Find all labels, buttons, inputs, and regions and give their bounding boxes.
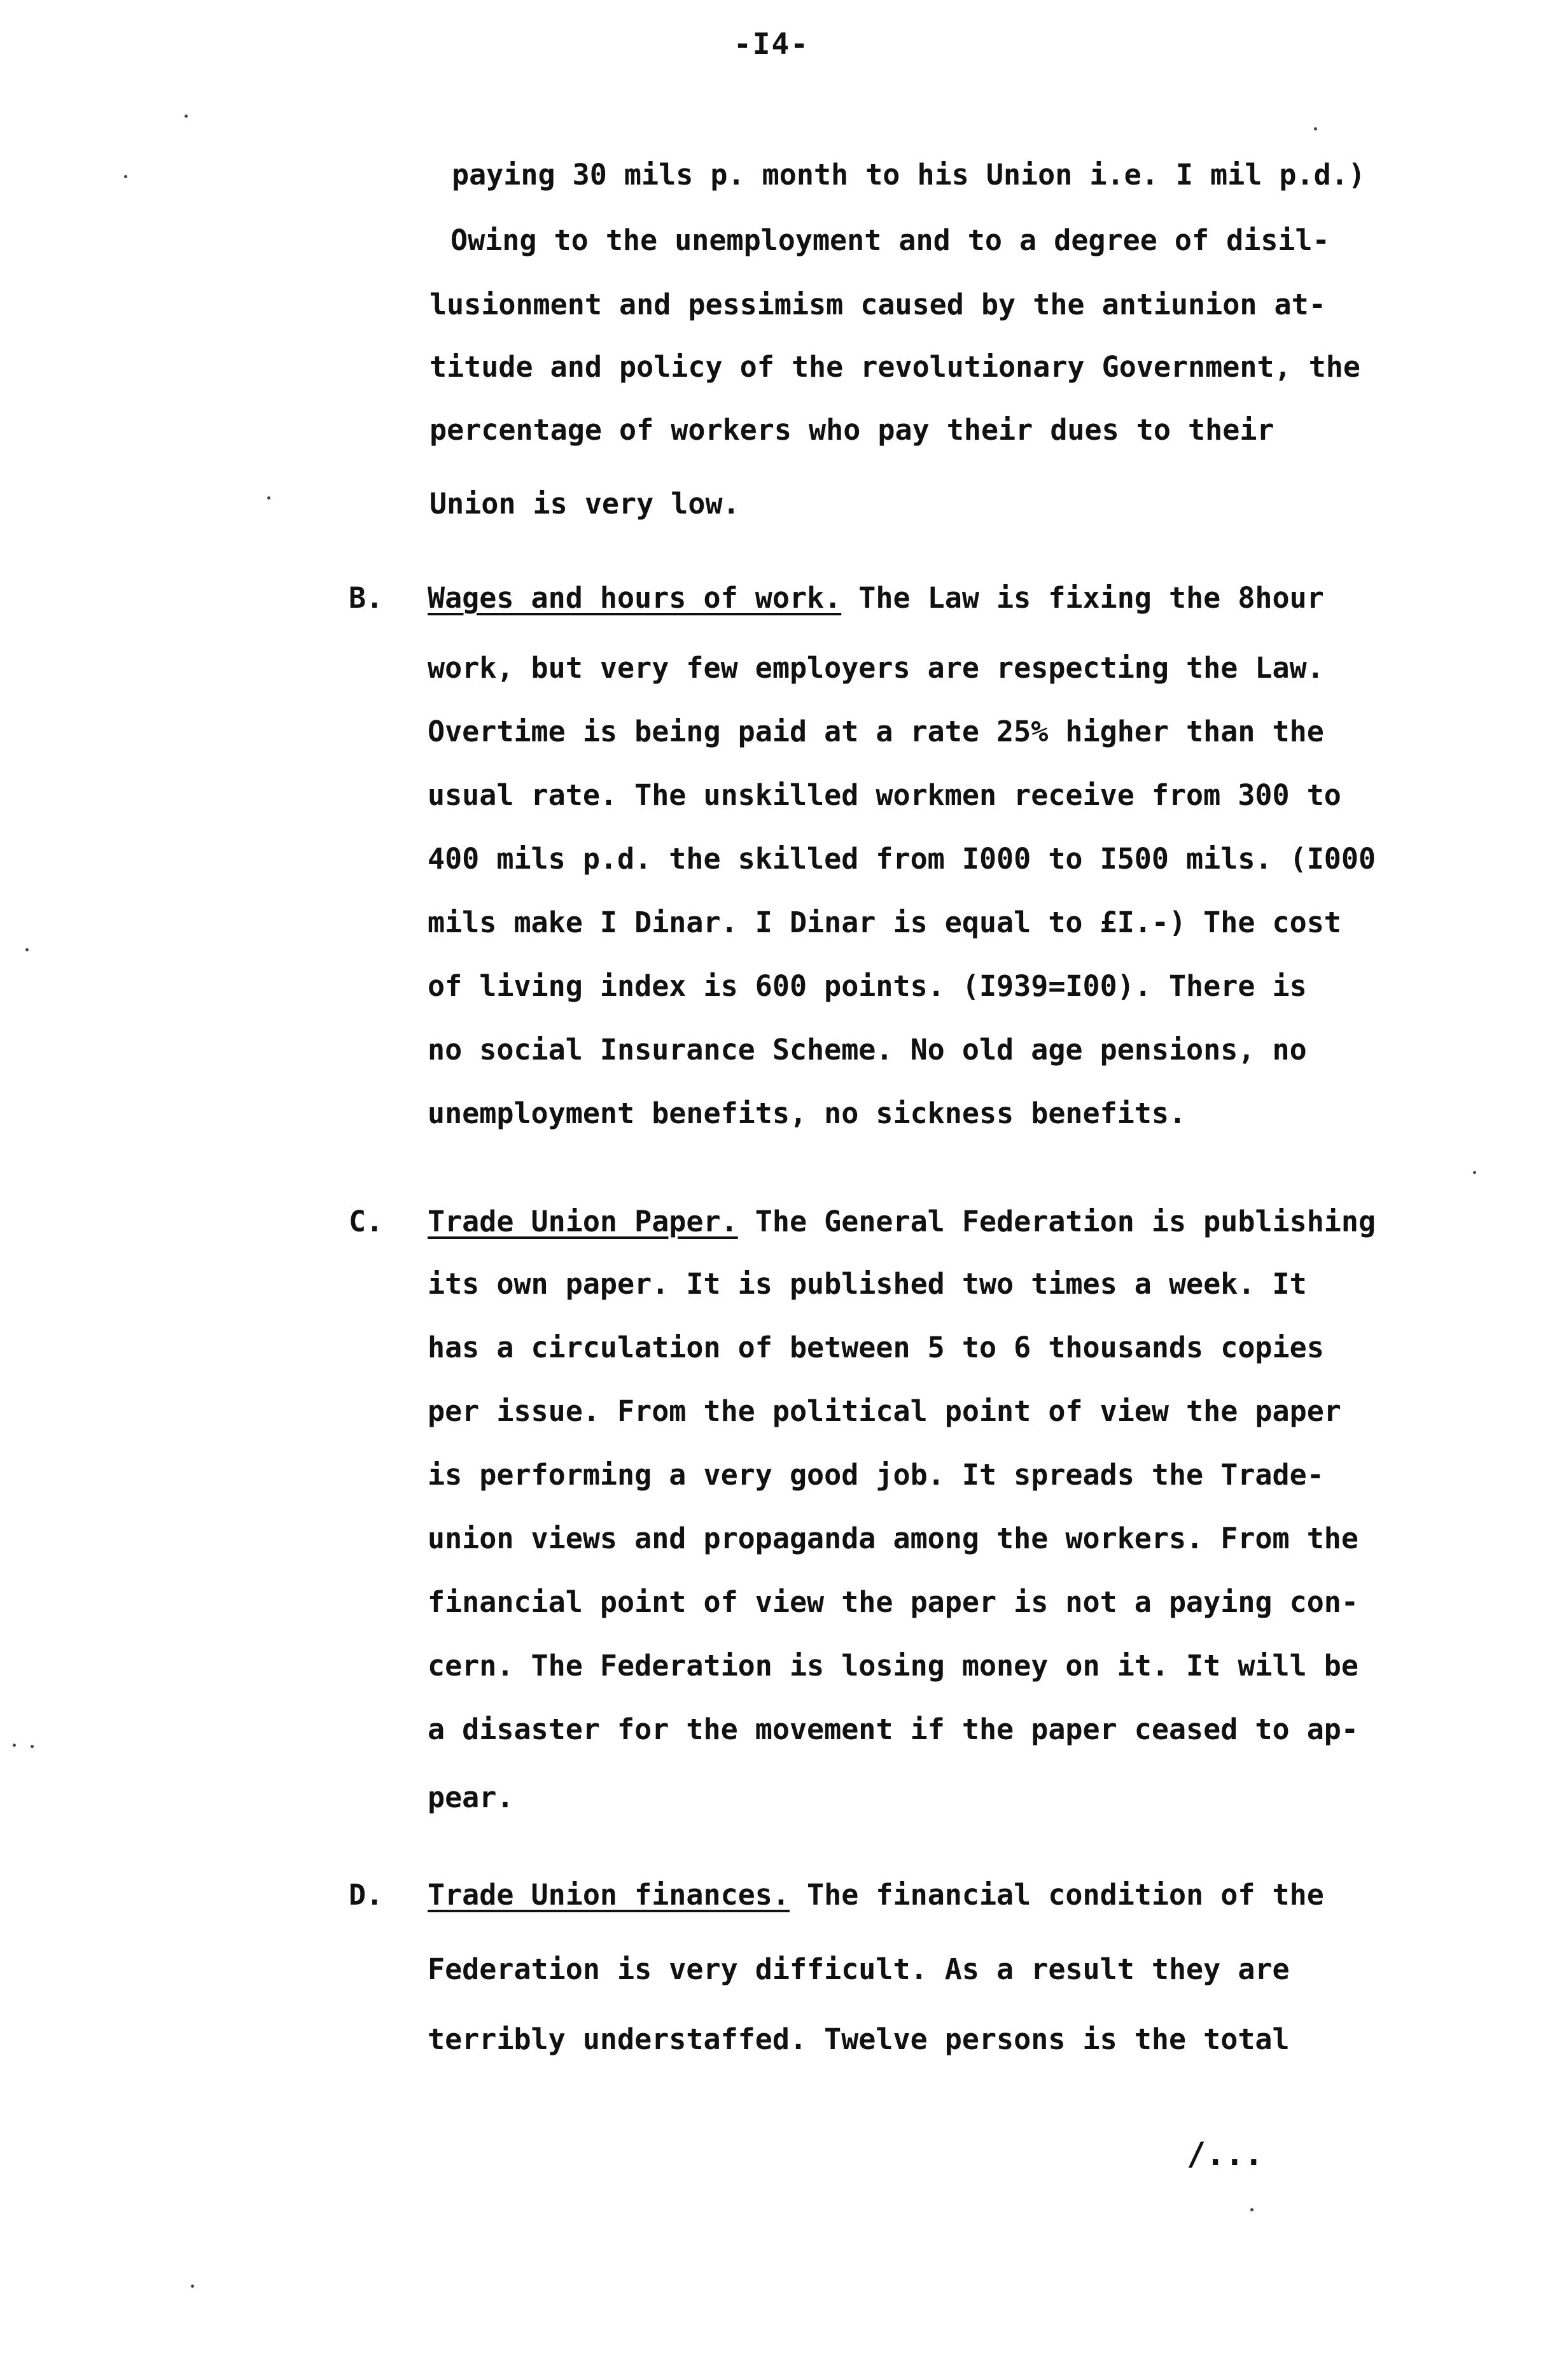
section-b-first-line-rest: The Law is fixing the 8hour	[841, 581, 1324, 615]
section-b-line: usual rate. The unskilled workmen receive from 300 to	[428, 778, 1341, 812]
section-b-heading: Wages and hours of work.	[428, 581, 842, 615]
scan-speck	[1314, 127, 1317, 130]
section-b-line: 400 mils p.d. the skilled from I000 to I500 mils. (I000	[428, 842, 1376, 876]
scan-speck	[191, 2285, 194, 2288]
scan-speck	[1473, 1171, 1476, 1174]
paragraph-a-line: percentage of workers who pay their dues to their	[429, 413, 1274, 447]
section-b-line: work, but very few employers are respecting the Law.	[428, 651, 1324, 685]
section-d-line: terribly understaffed. Twelve persons is the total	[428, 2022, 1290, 2056]
section-b-line: of living index is 600 points. (I939=I00). There is	[428, 969, 1307, 1003]
section-b-line: no social Insurance Scheme. No old age pensions, no	[428, 1033, 1307, 1067]
section-c-line: per issue. From the political point of view the paper	[428, 1394, 1341, 1428]
section-b-line: Overtime is being paid at a rate 25% higher than the	[428, 715, 1324, 748]
scan-speck	[1250, 2208, 1253, 2211]
section-c-first-line	[428, 1203, 1376, 1241]
scan-speck	[31, 1745, 34, 1748]
section-c-first-line-rest: The General Federation is publishing	[737, 1205, 1376, 1238]
section-d-marker: D.	[349, 1878, 384, 1912]
section-c-line: is performing a very good job. It spreads the Trade-	[428, 1458, 1324, 1492]
section-c-line: has a circulation of between 5 to 6 thousands copies	[428, 1331, 1324, 1364]
section-c-heading: Trade Union Paper.	[428, 1205, 738, 1238]
paragraph-a-line: titude and policy of the revolutionary Government, the	[429, 350, 1360, 384]
section-d-heading: Trade Union finances.	[428, 1878, 790, 1912]
scan-speck	[267, 496, 270, 500]
paragraph-a-line: lusionment and pessimism caused by the antiunion at-	[429, 288, 1326, 321]
scan-speck	[185, 115, 188, 118]
scan-speck	[13, 1744, 16, 1747]
paragraph-a-line: paying 30 mils p. month to his Union i.e. I mil p.d.)	[452, 158, 1365, 192]
section-b-marker: B.	[349, 581, 384, 615]
section-c-marker: C.	[349, 1205, 384, 1238]
section-b-line: mils make I Dinar. I Dinar is equal to £I.-) The cost	[428, 906, 1341, 939]
scan-speck	[25, 948, 29, 951]
page-number: -I4-	[734, 27, 809, 61]
section-c-line: a disaster for the movement if the paper ceased to ap-	[428, 1712, 1358, 1746]
section-c-line: pear.	[428, 1781, 514, 1814]
section-c-line: its own paper. It is published two times a week. It	[428, 1267, 1307, 1301]
continuation-mark: /...	[1187, 2136, 1264, 2173]
section-d-first-line	[428, 1876, 1324, 1914]
section-c-line: union views and propaganda among the workers. From the	[428, 1522, 1358, 1555]
section-d-first-line-rest: The financial condition of the	[789, 1878, 1324, 1912]
paragraph-a-line: Owing to the unemployment and to a degree of disil-	[450, 223, 1330, 257]
section-c-line: cern. The Federation is losing money on it. It will be	[428, 1649, 1358, 1683]
paragraph-a-line: Union is very low.	[429, 487, 740, 521]
section-c-line: financial point of view the paper is not a paying con-	[428, 1585, 1358, 1619]
section-b-first-line	[428, 579, 1324, 617]
scan-speck	[124, 175, 127, 178]
section-b-line: unemployment benefits, no sickness benefits.	[428, 1096, 1187, 1130]
section-d-line: Federation is very difficult. As a result they are	[428, 1952, 1290, 1986]
